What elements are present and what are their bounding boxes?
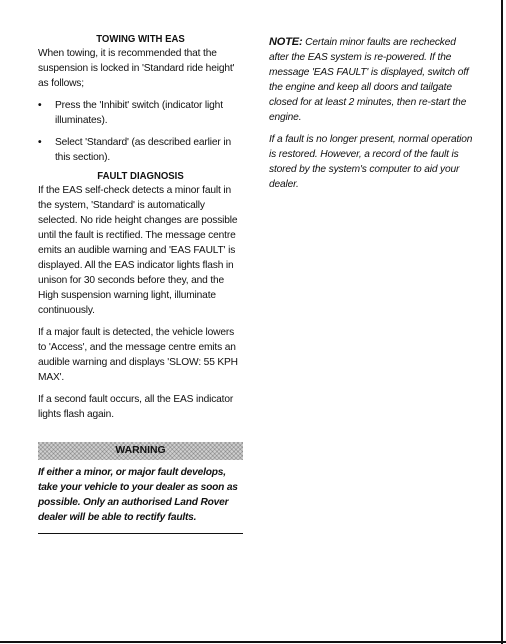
fault-diagnosis-heading: FAULT DIAGNOSIS bbox=[97, 171, 184, 182]
fault-paragraph-minor: If the EAS self-check detects a minor fault in the system, 'Standard' is automatically selected. No ride height changes are possible until the fault is rectified. The message centre emits an audible warning and 'EAS FAULT' is displayed. All the EAS indicator lights flash in unison for 30 seconds before they, and the High suspension warning light, illuminate continuously. bbox=[38, 185, 238, 316]
note-label: NOTE: bbox=[269, 36, 303, 48]
fault-paragraph-second: If a second fault occurs, all the EAS indicator lights flash again. bbox=[38, 394, 234, 420]
bullet-icon: • bbox=[38, 100, 42, 111]
fault-paragraph-major: If a major fault is detected, the vehicle lowers to 'Access', and the message centre emits an audible warning and displays 'SLOW: 55 KPH MAX'. bbox=[38, 327, 238, 383]
warning-box bbox=[38, 442, 243, 534]
list-item bbox=[38, 98, 243, 128]
page-border-bottom bbox=[0, 641, 506, 643]
bullet-icon: • bbox=[38, 137, 42, 148]
warning-title-bar: WARNING bbox=[38, 442, 243, 460]
warning-text: If either a minor, or major fault develops, take your vehicle to your dealer as soon as possible. Only an authorised Land Rover dealer will be able to rectify faults. bbox=[38, 467, 238, 523]
note-paragraph bbox=[269, 35, 477, 125]
warning-rule bbox=[38, 533, 243, 534]
page-border-right bbox=[501, 0, 503, 644]
towing-intro: When towing, it is recommended that the suspension is locked in 'Standard ride height' as follows; bbox=[38, 48, 235, 89]
right-column bbox=[269, 35, 477, 192]
list-item bbox=[38, 135, 243, 165]
towing-heading: TOWING WITH EAS bbox=[96, 34, 185, 45]
left-column bbox=[38, 33, 243, 534]
note-paragraph-2: If a fault is no longer present, normal operation is restored. However, a record of the fault is stored by the system's computer to aid your dealer. bbox=[269, 134, 473, 190]
towing-steps-list bbox=[38, 98, 243, 165]
step-text: Select 'Standard' (as described earlier in this section). bbox=[55, 137, 231, 163]
step-text: Press the 'Inhibit' switch (indicator light illuminates). bbox=[55, 100, 223, 126]
note-text: Certain minor faults are rechecked after the EAS system is re-powered. If the message 'EAS FAULT' is displayed, switch off the engine and keep all doors and tailgate closed for at least 2 minutes, then re-start the engine. bbox=[269, 37, 469, 123]
